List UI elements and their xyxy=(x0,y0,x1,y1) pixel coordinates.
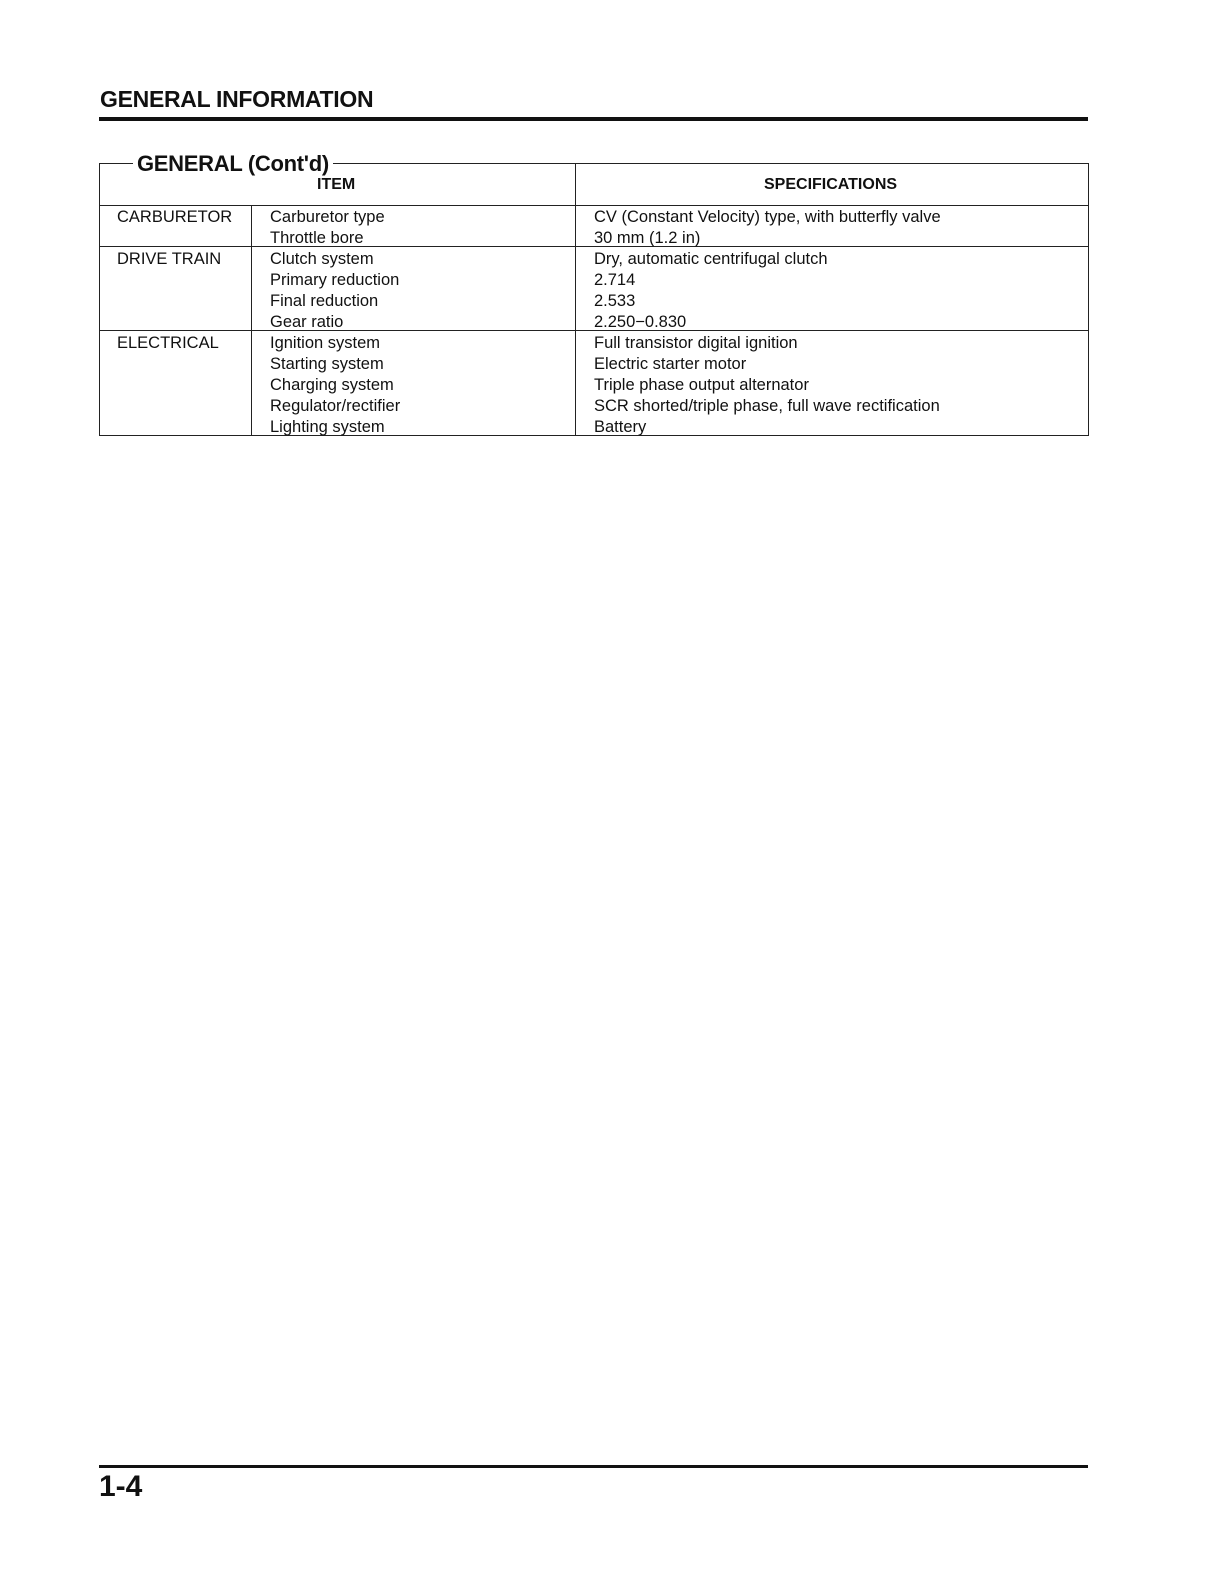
item-label: Primary reduction xyxy=(270,271,400,289)
item-label: Ignition system xyxy=(270,334,381,352)
spec-value: Full transistor digital ignition xyxy=(594,334,798,352)
item-label: Starting system xyxy=(270,355,384,373)
group-label: CARBURETOR xyxy=(117,208,233,226)
header-row-rule xyxy=(99,205,1088,206)
group-label: ELECTRICAL xyxy=(117,334,219,352)
spec-value: 2.533 xyxy=(594,292,636,310)
item-label: Regulator/rectifier xyxy=(270,397,401,415)
item-label: Gear ratio xyxy=(270,313,344,331)
spec-value: Dry, automatic centrifugal clutch xyxy=(594,250,828,268)
group-label: DRIVE TRAIN xyxy=(117,250,222,268)
spec-value: Battery xyxy=(594,418,647,436)
header-rule xyxy=(99,117,1088,121)
spec-value: 2.714 xyxy=(594,271,636,289)
divider-item-spec xyxy=(575,163,576,435)
item-label: Lighting system xyxy=(270,418,385,436)
item-label: Clutch system xyxy=(270,250,374,268)
spec-value: SCR shorted/triple phase, full wave rectification xyxy=(594,397,940,415)
footer-rule xyxy=(99,1465,1088,1468)
specifications-table xyxy=(99,151,1089,436)
spec-value: CV (Constant Velocity) type, with butterfly valve xyxy=(594,208,941,226)
column-header-specifications: SPECIFICATIONS xyxy=(764,176,898,193)
spec-value: Electric starter motor xyxy=(594,355,747,373)
item-label: Final reduction xyxy=(270,292,379,310)
spec-value: Triple phase output alternator xyxy=(594,376,809,394)
spec-value: 30 mm (1.2 in) xyxy=(594,229,701,247)
column-header-item: ITEM xyxy=(317,176,356,193)
item-label: Charging system xyxy=(270,376,394,394)
page-header-title: GENERAL INFORMATION xyxy=(100,86,374,112)
page-number: 1-4 xyxy=(99,1470,143,1503)
item-label: Carburetor type xyxy=(270,208,385,226)
spec-value: 2.250−0.830 xyxy=(594,313,687,331)
divider-group-item xyxy=(251,205,252,435)
item-label: Throttle bore xyxy=(270,229,364,247)
section-title: GENERAL (Cont'd) xyxy=(133,151,333,177)
